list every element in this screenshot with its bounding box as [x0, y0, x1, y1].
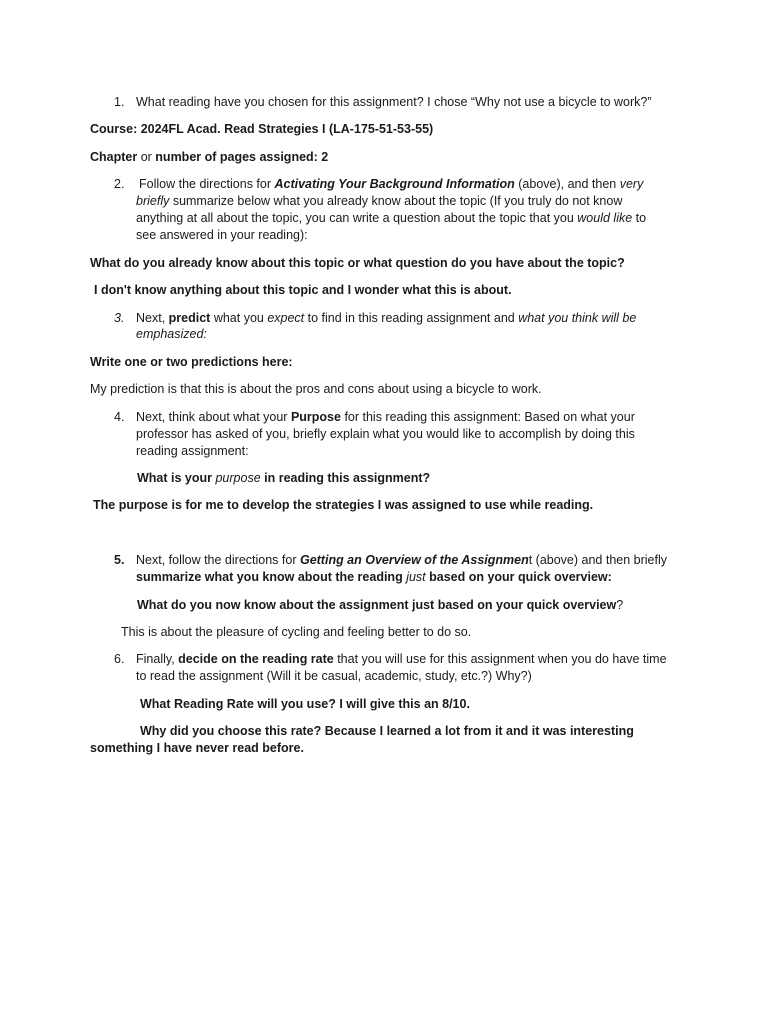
- q2-l2-b: summarize below what you already know about the topic (If you truly do not know: [169, 194, 623, 208]
- q2-l3-b: would like: [577, 211, 633, 225]
- q6-l1-a: Finally,: [136, 652, 179, 666]
- q4-line-2: professor has asked of you, briefly explain what you would like to accomplish by doing this: [136, 427, 635, 441]
- q4-prompt: [137, 470, 430, 486]
- q4-number: 4.: [114, 410, 125, 424]
- q2-line-1: [139, 176, 643, 192]
- q5-answer: This is about the pleasure of cycling and feeling better to do so.: [121, 625, 472, 639]
- q2-line-3: [136, 210, 646, 226]
- q4-l1-a: Next, think about what your: [136, 410, 291, 424]
- q2-line-4: see answered in your reading):: [136, 228, 308, 242]
- q5-prompt: [137, 597, 623, 613]
- chapter-line: [90, 149, 328, 165]
- q5-l2-c: based on your quick overview:: [425, 570, 612, 584]
- chapter-pages: number of pages assigned: 2: [155, 150, 329, 164]
- q6-why-line-2: something I have never read before.: [90, 741, 304, 755]
- chapter-or: or: [137, 150, 156, 164]
- q5-line-2: [136, 569, 612, 585]
- q3-line-1: [136, 310, 636, 326]
- q4-prompt-c: in reading this assignment?: [260, 471, 431, 485]
- q2-l3-c: to: [632, 211, 647, 225]
- q6-l1-c: that you will use for this assignment when you do have time: [333, 652, 667, 666]
- q3-line-2: emphasized:: [136, 327, 207, 341]
- q2-l1-c: (above), and then: [514, 177, 620, 191]
- q1-number: 1.: [114, 95, 125, 109]
- q3-number: 3.: [114, 311, 125, 325]
- q3-prompt: Write one or two predictions here:: [90, 355, 293, 369]
- q5-l1-b: Getting an Overview of the Assignmen: [299, 553, 529, 567]
- q2-prompt: What do you already know about this topic or what question do you have about the topic?: [90, 256, 625, 270]
- q4-line-3: reading assignment:: [136, 444, 249, 458]
- q3-l1-c: what you: [210, 311, 268, 325]
- q2-answer: I don't know anything about this topic and I wonder what this is about.: [94, 283, 512, 297]
- q4-l1-b: Purpose: [290, 410, 341, 424]
- q4-answer: The purpose is for me to develop the strategies I was assigned to use while reading.: [93, 498, 594, 512]
- q6-why-line-1: Why did you choose this rate? Because I learned a lot from it and it was interesting: [140, 724, 634, 738]
- q6-line-1: [136, 651, 667, 667]
- q2-l3-a: anything at all about the topic, you can write a question about the topic that you: [136, 211, 578, 225]
- q6-number: 6.: [114, 652, 125, 666]
- q6-rate: What Reading Rate will you use? I will give this an 8/10.: [140, 697, 470, 711]
- q2-l1-emph: Activating Your Background Information: [274, 177, 515, 191]
- q4-line-1: [136, 409, 635, 425]
- q3-l1-a: Next,: [136, 311, 169, 325]
- q3-l1-e: to find in this reading assignment and: [304, 311, 519, 325]
- q2-number: 2.: [114, 177, 125, 191]
- q2-line-2: [136, 193, 622, 209]
- q6-line-2: to read the assignment (Will it be casual, academic, study, etc.?) Why?): [136, 669, 532, 683]
- q3-l1-d: expect: [267, 311, 305, 325]
- q5-l2-b: just: [406, 570, 426, 584]
- q4-prompt-a: What is your: [137, 471, 216, 485]
- course-line: Course: 2024FL Acad. Read Strategies I (LA-175-51-53-55): [90, 122, 434, 136]
- q3-answer: My prediction is that this is about the pros and cons about using a bicycle to work.: [90, 382, 542, 396]
- q3-l1-b: predict: [168, 311, 211, 325]
- q4-l1-c: for this reading this assignment: Based on what your: [340, 410, 635, 424]
- q1-text: What reading have you chosen for this assignment? I chose “Why not use a bicycle to work?”: [136, 95, 652, 109]
- chapter-label: Chapter: [90, 150, 138, 164]
- q5-l1-c: t (above) and then briefly: [528, 553, 667, 567]
- q5-line-1: [136, 552, 667, 568]
- q4-prompt-b: purpose: [215, 471, 261, 485]
- q2-l1-a: Follow the directions for: [139, 177, 275, 191]
- q2-l1-d: very: [619, 177, 644, 191]
- q2-l2-a: briefly: [136, 194, 170, 208]
- q3-l1-f: what you think will be: [518, 311, 637, 325]
- q5-l2-a: summarize what you know about the reading: [136, 570, 407, 584]
- q5-prompt-b: ?: [616, 598, 624, 612]
- q6-l1-b: decide on the reading rate: [178, 652, 334, 666]
- q5-prompt-a: What do you now know about the assignment just based on your quick overview: [137, 598, 617, 612]
- q5-l1-a: Next, follow the directions for: [136, 553, 300, 567]
- q5-number: 5.: [114, 553, 125, 567]
